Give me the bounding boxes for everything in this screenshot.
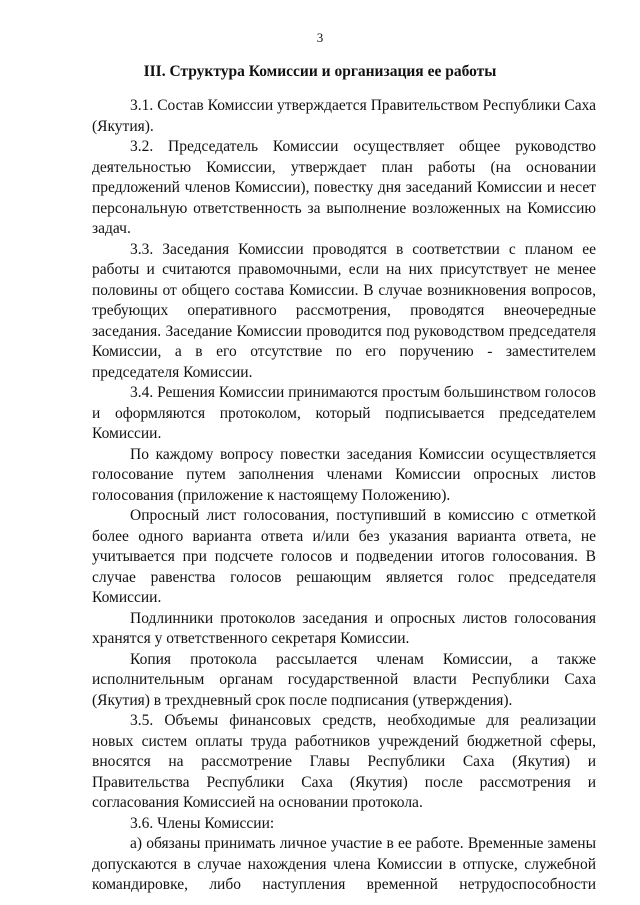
paragraph-3-1: 3.1. Состав Комиссии утверждается Правительством Республики Саха (Якутия). bbox=[92, 97, 596, 135]
paragraph-3-4: 3.4. Решения Комиссии принимаются простым большинством голосов и оформляются протоколом, который подписывается председателем Комиссии. bbox=[92, 384, 596, 442]
section-heading: III. Структура Комиссии и организация ее работы bbox=[143, 63, 497, 80]
paragraph-ballot: Опросный лист голосования, поступивший в комиссию с отметкой более одного варианта ответа и/или без указания варианта ответа, не учитывается при подсчете голосов и подведении итогов голосования. В случае равенства голосов решающим является голос председателя Комиссии. bbox=[92, 507, 596, 606]
paragraph-3-6-a: а) обязаны принимать личное участие в ее работе. Временные замены допускаются в случае нахождения члена Комиссии в отпуске, служебной командировке, либо наступления временной нетрудоспособности bbox=[92, 835, 596, 893]
page-number: 3 bbox=[316, 30, 324, 45]
paragraph-originals: Подлинники протоколов заседания и опросных листов голосования хранятся у ответственного секретаря Комиссии. bbox=[92, 609, 596, 647]
paragraph-3-3: 3.3. Заседания Комиссии проводятся в соответствии с планом ее работы и считаются правомочными, если на них присутствует не менее половины от общего состава Комиссии. В случае возникновения вопросов, требующих оперативного рассмотрения, проводятся внеочередные заседания. Заседание Комиссии проводится под руководством председателя Комиссии, а в его отсутствие по его поручению - заместителем председателя Комиссии. bbox=[92, 240, 596, 381]
paragraph-3-5: 3.5. Объемы финансовых средств, необходимые для реализации новых систем оплаты труда работников учреждений бюджетной сферы, вносятся на рассмотрение Главы Республики Саха (Якутия) и Правительства Республики Саха (Якутия) после рассмотрения и согласования Комиссией на основании протокола. bbox=[92, 712, 596, 811]
paragraph-3-2: 3.2. Председатель Комиссии осуществляет общее руководство деятельностью Комиссии, утверждает план работы (на основании предложений членов Комиссии), повестку дня заседаний Комиссии и несет персональную ответственность за выполнение возложенных на Комиссию задач. bbox=[92, 138, 596, 237]
paragraph-voting: По каждому вопросу повестки заседания Комиссии осуществляется голосование путем заполнения членами Комиссии опросных листов голосования (приложение к настоящему Положению). bbox=[92, 445, 596, 504]
document-body bbox=[92, 96, 596, 896]
paragraph-3-6: 3.6. Члены Комиссии: bbox=[130, 814, 275, 832]
paragraph-copy: Копия протокола рассылается членам Комиссии, а также исполнительным органам государственной власти Республики Саха (Якутия) в трехдневный срок после подписания (утверждения). bbox=[92, 650, 596, 709]
